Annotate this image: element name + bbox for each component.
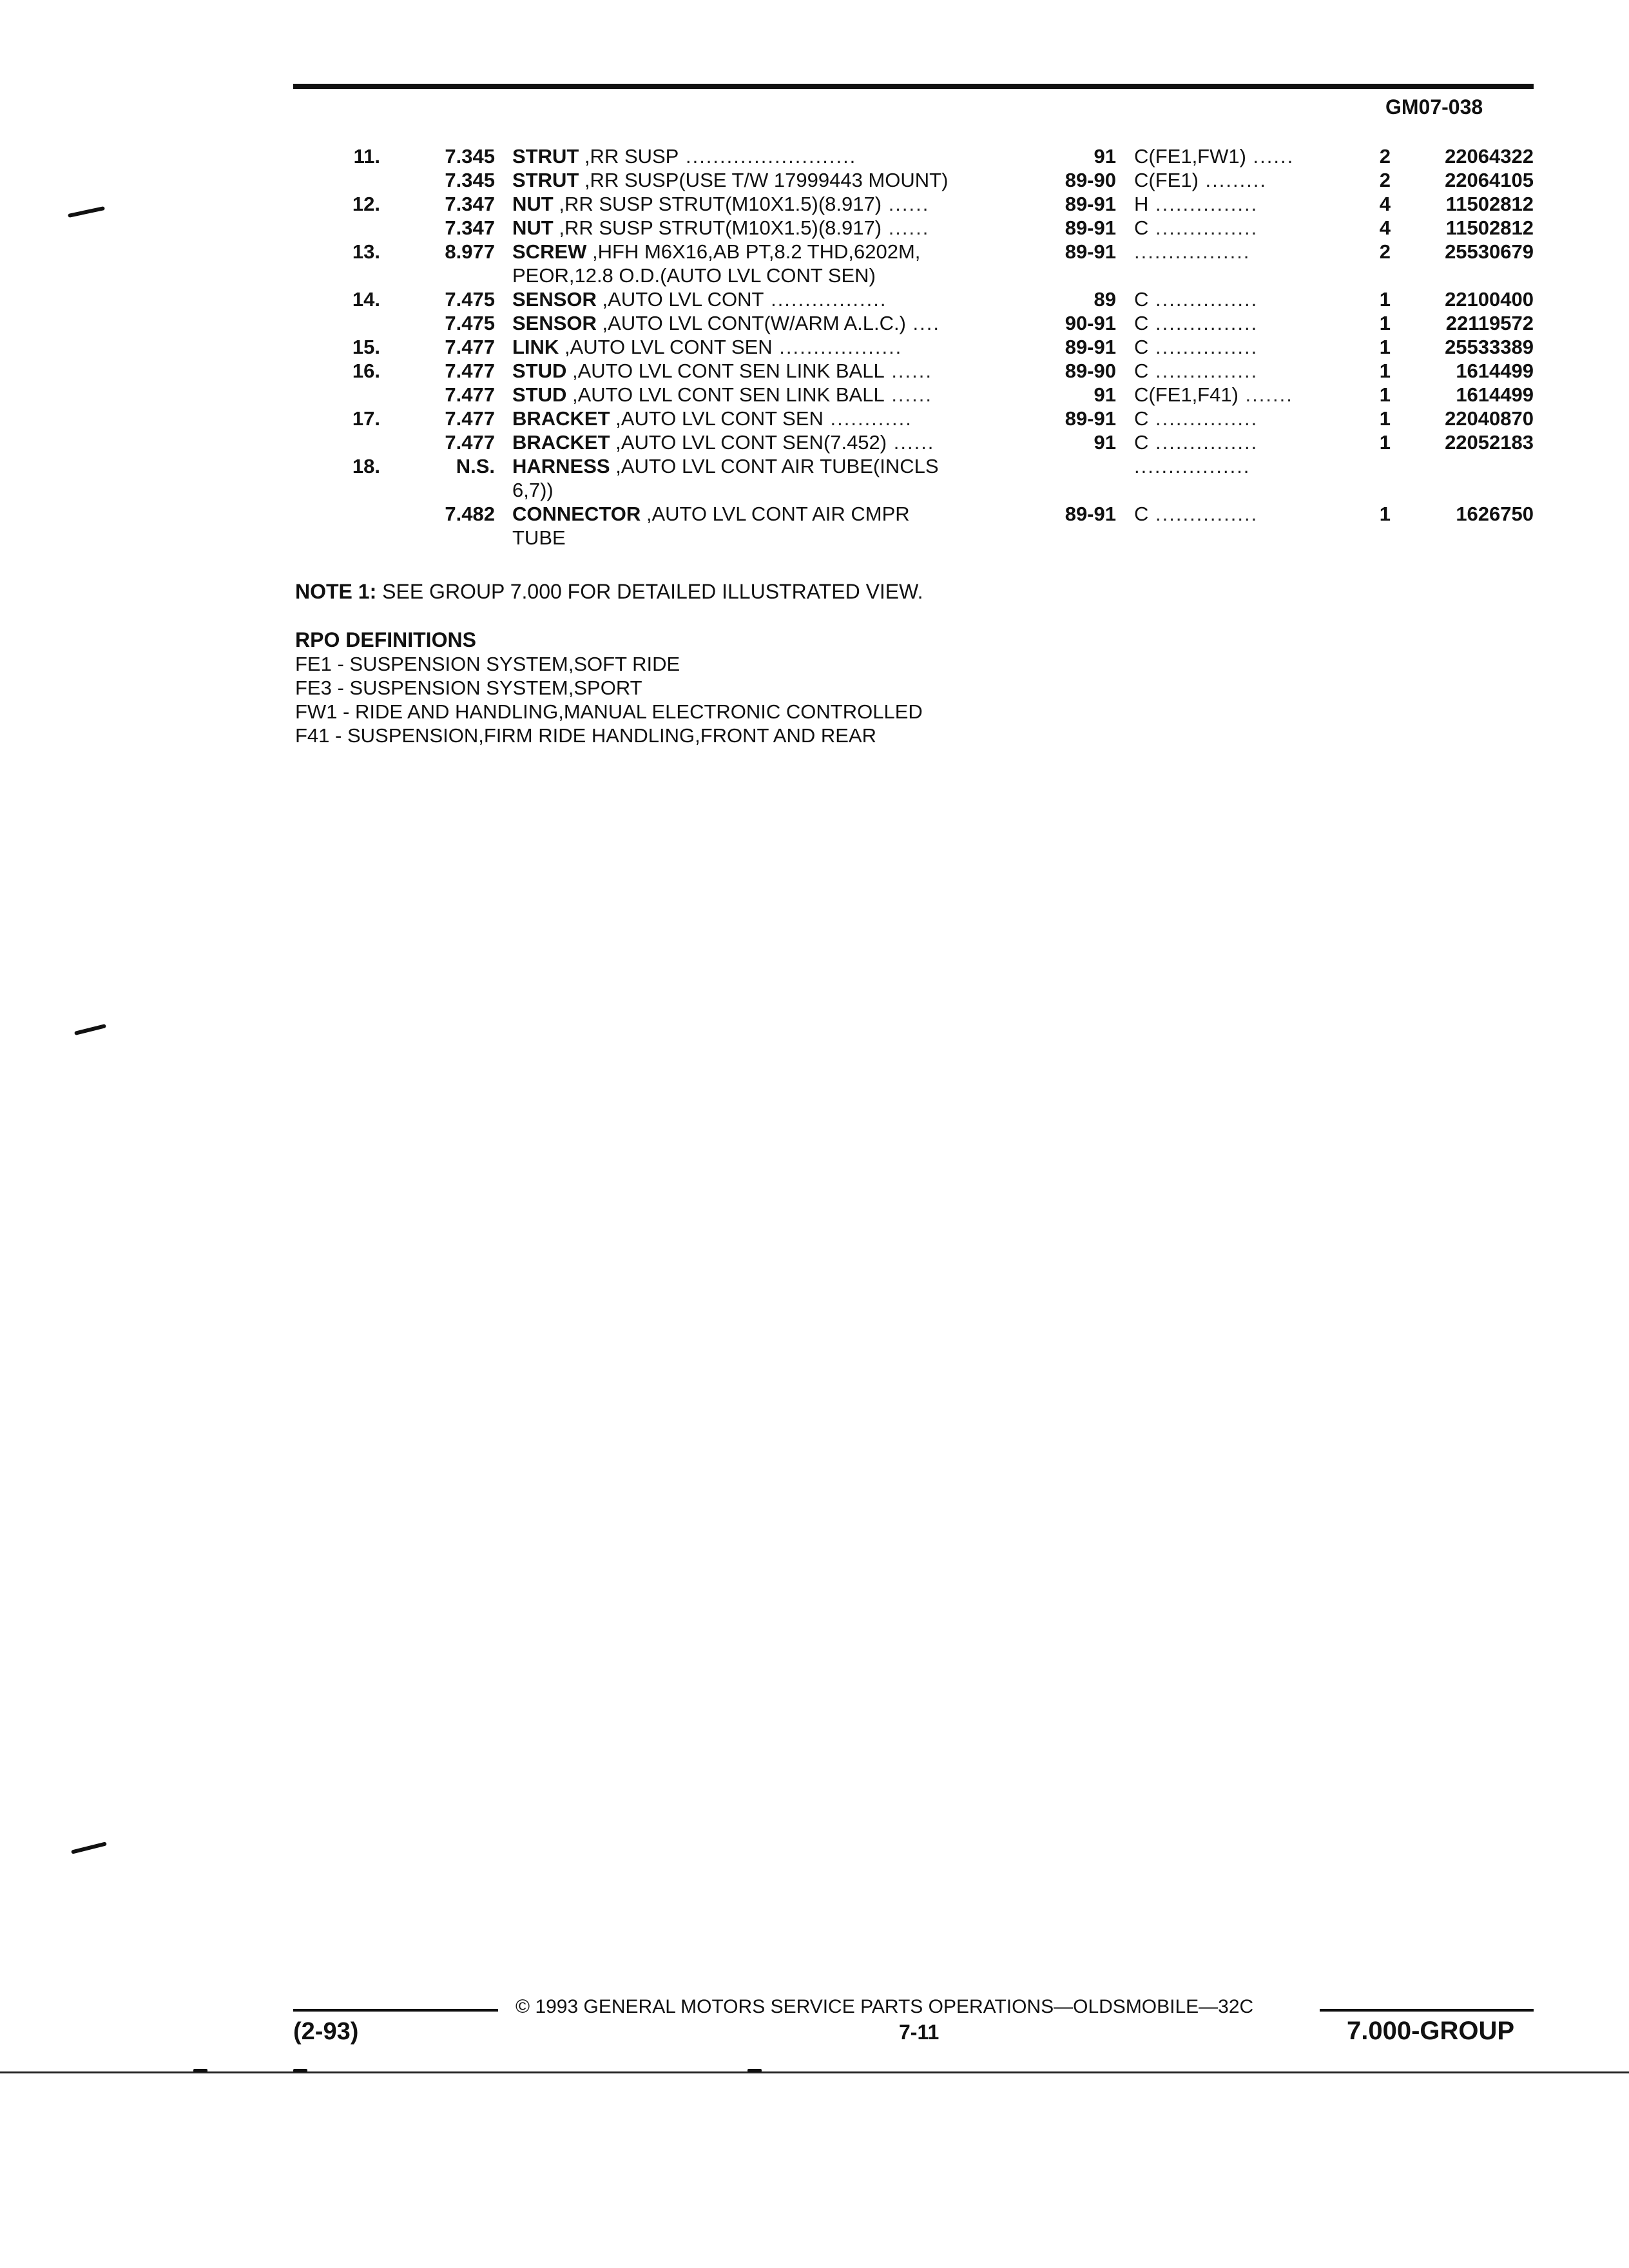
part-detail: ,AUTO LVL CONT AIR TUBE(INCLS [610,455,939,477]
parts-row [0,240,1629,264]
item-number: 17. [352,407,380,430]
footer-group: 7.000-GROUP [1347,2017,1515,2045]
part-description [512,287,1041,311]
part-name: SCREW [512,240,587,263]
model-years: 89-90 [1065,169,1116,191]
model-years: 91 [1094,431,1116,454]
part-name: SENSOR [512,312,597,334]
dot-leader: .... [905,312,940,334]
part-description [512,478,1041,502]
punch-mark [74,1024,106,1035]
footer-copyright: © 1993 GENERAL MOTORS SERVICE PARTS OPERATIONS—OLDSMOBILE—32C [516,1996,1254,2017]
part-detail: TUBE [512,526,566,549]
parts-row [0,287,1629,311]
part-number: 25530679 [1445,240,1534,263]
dot-leader: ................. [1134,240,1251,263]
item-number: 16. [352,360,380,382]
parts-row [0,526,1629,550]
part-name: NUT [512,216,554,239]
part-description [512,264,1041,287]
part-name: HARNESS [512,455,610,477]
dot-leader: ...... [882,193,930,215]
top-rule [293,84,1534,89]
item-number: 12. [352,193,380,215]
usage-code [1134,383,1347,407]
part-detail: ,AUTO LVL CONT SEN [559,336,773,358]
note-text: SEE GROUP 7.000 FOR DETAILED ILLUSTRATED VIEW. [376,580,923,603]
item-number: 11. [353,145,380,168]
usage-code [1134,192,1347,216]
part-name: STRUT [512,169,579,191]
parts-row [0,216,1629,240]
parts-row [0,335,1629,359]
model-years: 89-91 [1065,193,1116,215]
part-description [512,311,1041,335]
part-name: STRUT [512,145,579,168]
part-number: 22052183 [1445,431,1534,454]
part-name: BRACKET [512,431,610,454]
part-description [512,168,1041,192]
group-number: 7.475 [445,288,495,311]
part-detail: ,AUTO LVL CONT SEN(7.452) [610,431,887,454]
model-years: 89-90 [1065,360,1116,382]
group-number: 7.482 [445,503,495,525]
note-label: NOTE 1: [295,580,377,603]
usage-code [1134,335,1347,359]
footer-rule [293,2009,498,2012]
usage-code [1134,144,1347,168]
footer-date: (2-93) [293,2018,359,2045]
model-years: 89-91 [1065,407,1116,430]
usage-code [1134,240,1347,264]
scan-mark [747,2069,762,2072]
parts-row [0,454,1629,478]
part-description [512,502,1041,526]
parts-row [0,144,1629,168]
usage-code [1134,502,1347,526]
parts-row [0,192,1629,216]
part-detail: ,AUTO LVL CONT SEN [610,407,824,430]
group-number: 7.347 [445,216,495,239]
usage-code-value: C [1134,336,1149,358]
part-number: 25533389 [1445,336,1534,358]
item-number: 14. [352,288,380,311]
group-number: 7.345 [445,145,495,168]
scan-mark [193,2069,207,2072]
part-name: NUT [512,193,554,215]
part-detail: ,RR SUSP [579,145,679,168]
dot-leader: ............... [1148,216,1258,239]
part-description [512,430,1041,454]
quantity: 1 [1379,407,1391,430]
dot-leader: .................. [772,336,903,358]
parts-row [0,168,1629,192]
part-detail: PEOR,12.8 O.D.(AUTO LVL CONT SEN) [512,264,876,287]
model-years: 90-91 [1065,312,1116,334]
document-id: GM07-038 [1385,95,1483,119]
model-years: 89-91 [1065,503,1116,525]
quantity: 2 [1379,145,1391,168]
part-detail: ,RR SUSP STRUT(M10X1.5)(8.917) [553,193,882,215]
dot-leader: ............... [1148,336,1258,358]
quantity: 1 [1379,336,1391,358]
part-description [512,216,1041,240]
dot-leader: ............... [1148,193,1258,215]
usage-code-value: H [1134,193,1149,215]
item-number: 15. [352,336,380,358]
part-number: 22064322 [1445,145,1534,168]
usage-code [1134,216,1347,240]
quantity: 1 [1379,503,1391,525]
dot-leader: ...... [887,431,935,454]
item-number: 18. [352,455,380,477]
parts-table [0,144,1629,550]
part-detail: ,AUTO LVL CONT SEN LINK BALL [566,360,885,382]
part-name: SENSOR [512,288,597,311]
quantity: 1 [1379,431,1391,454]
part-description [512,407,1041,430]
part-number: 11502812 [1445,216,1534,239]
dot-leader: ............ [823,407,912,430]
part-description [512,192,1041,216]
part-number: 1614499 [1456,383,1534,406]
usage-code [1134,359,1347,383]
parts-row [0,502,1629,526]
parts-row [0,478,1629,502]
note [295,580,923,604]
page-number: 7-11 [899,2021,940,2044]
dot-leader: ...... [884,383,932,406]
scan-mark [293,2069,307,2072]
dot-leader: ............... [1148,312,1258,334]
model-years: 89-91 [1065,216,1116,239]
punch-mark [71,1841,107,1854]
usage-code-value: C [1134,360,1149,382]
usage-code [1134,311,1347,335]
item-number: 13. [352,240,380,263]
parts-row [0,430,1629,454]
part-number: 1626750 [1456,503,1534,525]
part-detail: ,RR SUSP(USE T/W 17999443 MOUNT) [579,169,949,191]
quantity: 4 [1379,216,1391,239]
dot-leader: ............... [1148,407,1258,430]
model-years: 89 [1094,288,1116,311]
group-number: 8.977 [445,240,495,263]
model-years: 89-91 [1065,336,1116,358]
part-name: STUD [512,383,567,406]
part-description [512,335,1041,359]
dot-leader: ...... [1246,145,1295,168]
dot-leader: ............... [1148,431,1258,454]
part-number: 22100400 [1445,288,1534,311]
part-detail: ,AUTO LVL CONT AIR CMPR [641,503,910,525]
dot-leader: ....... [1238,383,1293,406]
footer-rule [1320,2009,1534,2012]
usage-code-value: C(FE1) [1134,169,1199,191]
part-detail: 6,7)) [512,479,554,501]
part-number: 1614499 [1456,360,1534,382]
rpo-definition: FE3 - SUSPENSION SYSTEM,SPORT [295,677,642,699]
usage-code [1134,430,1347,454]
part-name: BRACKET [512,407,610,430]
part-number: 22064105 [1445,169,1534,191]
part-name: CONNECTOR [512,503,641,525]
group-number: 7.477 [445,383,495,406]
rpo-definition: F41 - SUSPENSION,FIRM RIDE HANDLING,FRONT AND REAR [295,724,876,747]
part-detail: ,AUTO LVL CONT [596,288,764,311]
model-years: 89-91 [1065,240,1116,263]
usage-code [1134,168,1347,192]
group-number: 7.475 [445,312,495,334]
dot-leader: ................. [764,288,887,311]
quantity: 1 [1379,360,1391,382]
quantity: 1 [1379,312,1391,334]
part-number: 22119572 [1445,312,1534,334]
group-number: 7.477 [445,431,495,454]
usage-code [1134,407,1347,430]
dot-leader: ................. [1134,455,1251,477]
usage-code-value: C [1134,312,1149,334]
parts-row [0,264,1629,287]
parts-row [0,383,1629,407]
group-number: 7.477 [445,360,495,382]
quantity: 2 [1379,240,1391,263]
part-description [512,454,1041,478]
part-description [512,526,1041,550]
parts-row [0,407,1629,430]
parts-row [0,359,1629,383]
part-number: 11502812 [1445,193,1534,215]
dot-leader: ......... [1198,169,1268,191]
rpo-definition: FW1 - RIDE AND HANDLING,MANUAL ELECTRONIC CONTROLLED [295,700,923,723]
group-number: 7.347 [445,193,495,215]
part-name: STUD [512,360,567,382]
model-years: 91 [1094,383,1116,406]
dot-leader: ............... [1148,360,1258,382]
dot-leader: ......................... [679,145,857,168]
usage-code-value: C [1134,288,1149,311]
part-number: 22040870 [1445,407,1534,430]
quantity: 1 [1379,288,1391,311]
usage-code-value: C [1134,503,1149,525]
usage-code [1134,454,1347,478]
part-detail: ,AUTO LVL CONT SEN LINK BALL [566,383,885,406]
usage-code-value: C [1134,431,1149,454]
usage-code-value: C(FE1,FW1) [1134,145,1246,168]
rpo-definitions [295,628,923,747]
usage-code-value: C [1134,216,1149,239]
group-number: 7.477 [445,407,495,430]
dot-leader: ............... [1148,288,1258,311]
dot-leader: ...... [884,360,932,382]
part-description [512,144,1041,168]
group-number: 7.345 [445,169,495,191]
rpo-definition: FE1 - SUSPENSION SYSTEM,SOFT RIDE [295,653,680,675]
part-description [512,240,1041,264]
usage-code-value: C [1134,407,1149,430]
part-description [512,383,1041,407]
model-years: 91 [1094,145,1116,168]
part-detail: ,AUTO LVL CONT(W/ARM A.L.C.) [596,312,906,334]
rpo-title: RPO DEFINITIONS [295,628,476,651]
usage-code [1134,287,1347,311]
group-number: 7.477 [445,336,495,358]
usage-code-value: C(FE1,F41) [1134,383,1239,406]
dot-leader: ............... [1148,503,1258,525]
quantity: 4 [1379,193,1391,215]
part-detail: ,HFH M6X16,AB PT,8.2 THD,6202M, [586,240,921,263]
part-detail: ,RR SUSP STRUT(M10X1.5)(8.917) [553,216,882,239]
parts-row [0,311,1629,335]
part-description [512,359,1041,383]
bottom-rule [0,2071,1629,2073]
dot-leader: ...... [882,216,930,239]
part-name: LINK [512,336,559,358]
group-number: N.S. [456,455,495,477]
quantity: 1 [1379,383,1391,406]
quantity: 2 [1379,169,1391,191]
